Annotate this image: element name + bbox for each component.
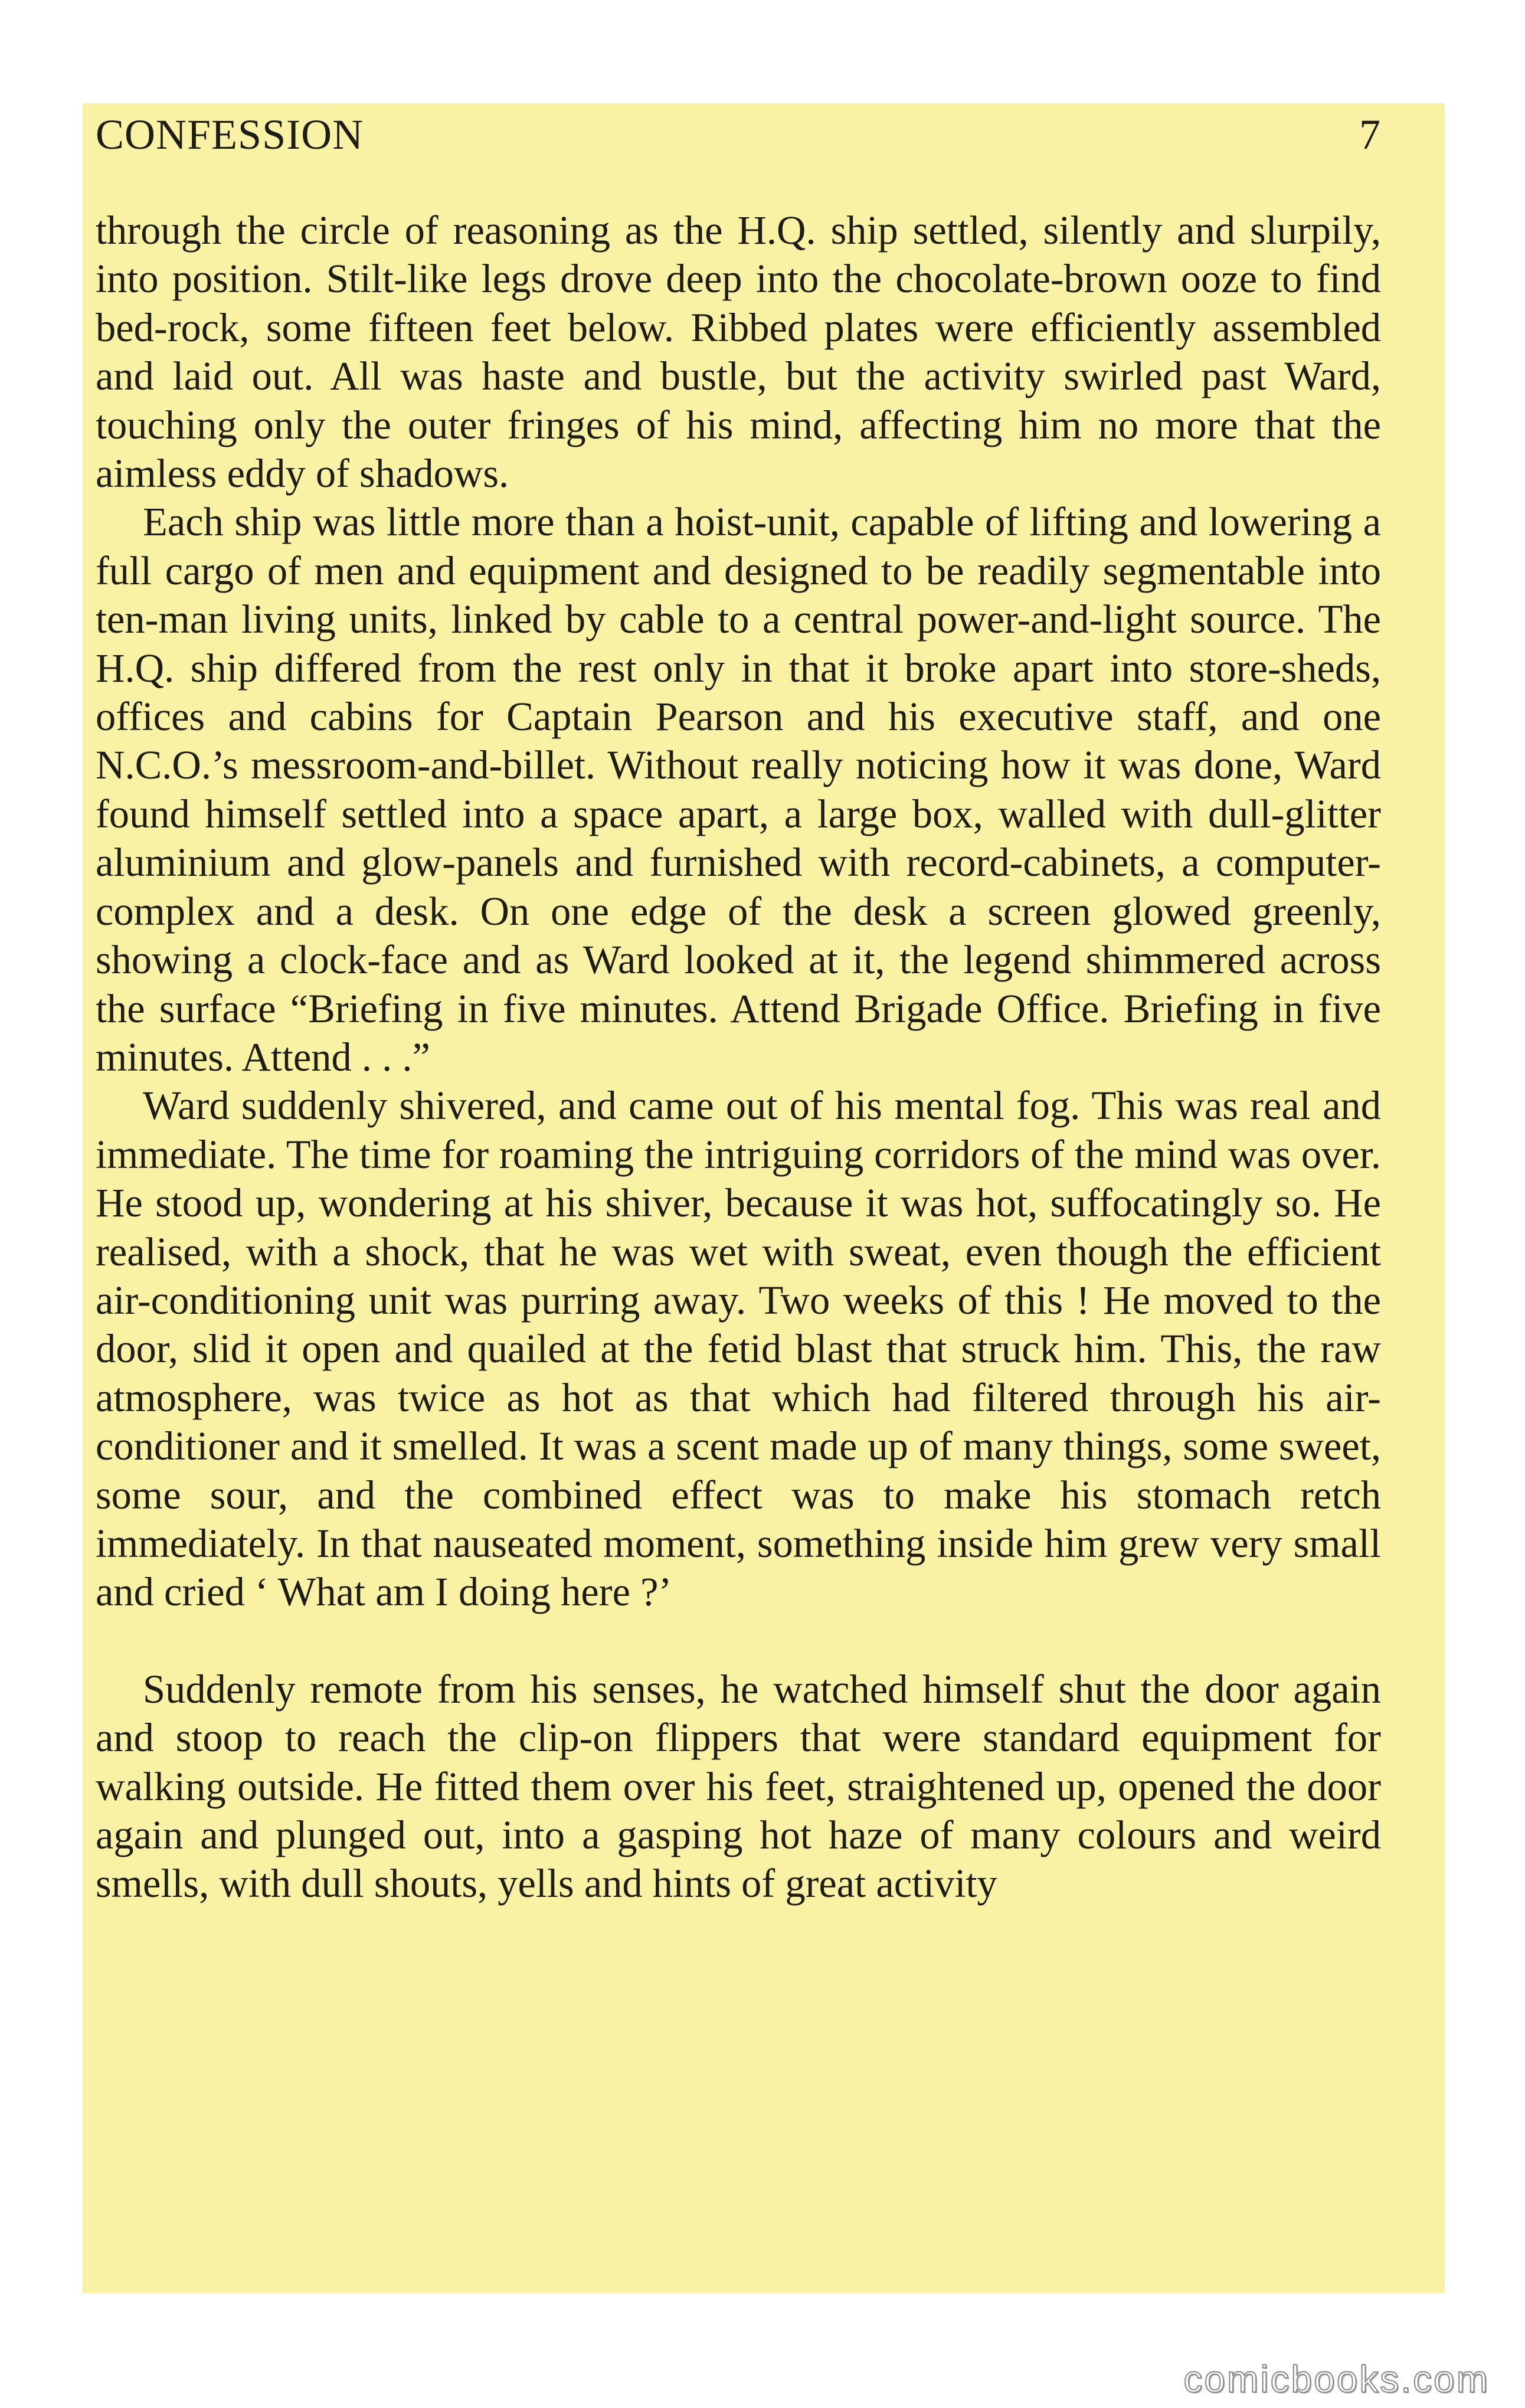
- chapter-title: CONFESSION: [96, 111, 364, 158]
- body-text: [96, 206, 1381, 1908]
- paragraph: Ward suddenly shivered, and came out of his mental fog. This was real and immediate. The time for roaming the intriguing corridors of the mind was over. He stood up, wondering at his shiver, because it was hot, suffocatingly so. He realised, with a shock, that he was wet with sweat, even though the efficient air-conditioning unit was purring away. Two weeks of this ! He moved to the door, slid it open and quailed at the fetid blast that struck him. This, the raw atmosphere, was twice as hot as that which had filtered through his air-conditioner and it smelled. It was a scent made up of many things, some sweet, some sour, and the combined effect was to make his stomach retch immediately. In that nauseated moment, something inside him grew very small and cried ‘ What am I doing here ?’: [96, 1083, 1381, 1615]
- watermark-logo: comicbooks.com: [1183, 2358, 1490, 2400]
- paragraph-continued: through the circle of reasoning as the H.Q. ship settled, silently and slurpily, into position. Stilt-like legs drove deep into the chocolate-brown ooze to find bed-rock, some fifteen feet below. Ribbed plates were efficiently assembled and laid out. All was haste and bustle, but the activity swirled past Ward, touching only the outer fringes of his mind, affecting him no more that the aimless eddy of shadows.: [96, 208, 1381, 496]
- paragraph: Each ship was little more than a hoist-unit, capable of lifting and lowering a full cargo of men and equipment and designed to be readily segmentable into ten-man living units, linked by cable to a central power-and-light source. The H.Q. ship differed from the rest only in that it broke apart into store-sheds, offices and cabins for Captain Pearson and his executive staff, and one N.C.O.’s messroom-and-billet. Without really noticing how it was done, Ward found himself settled into a space apart, a large box, walled with dull-glitter aluminium and glow-panels and furnished with record-cabinets, a computer-complex and a desk. On one edge of the desk a screen glowed greenly, showing a clock-face and as Ward looked at it, the legend shimmered across the surface “Briefing in five minutes. Attend Brigade Office. Briefing in five minutes. Attend . . .”: [96, 499, 1381, 1079]
- paragraph-section-start: Suddenly remote from his senses, he watched himself shut the door again and stoop to reach the clip-on flippers that were standard equipment for walking outside. He fitted them over his feet, straightened up, opened the door again and plunged out, into a gasping hot haze of many colours and weird smells, with dull shouts, yells and hints of great activity: [96, 1666, 1381, 1906]
- page-number: 7: [1359, 111, 1381, 158]
- running-head: [96, 110, 1381, 163]
- book-page: [83, 103, 1445, 2293]
